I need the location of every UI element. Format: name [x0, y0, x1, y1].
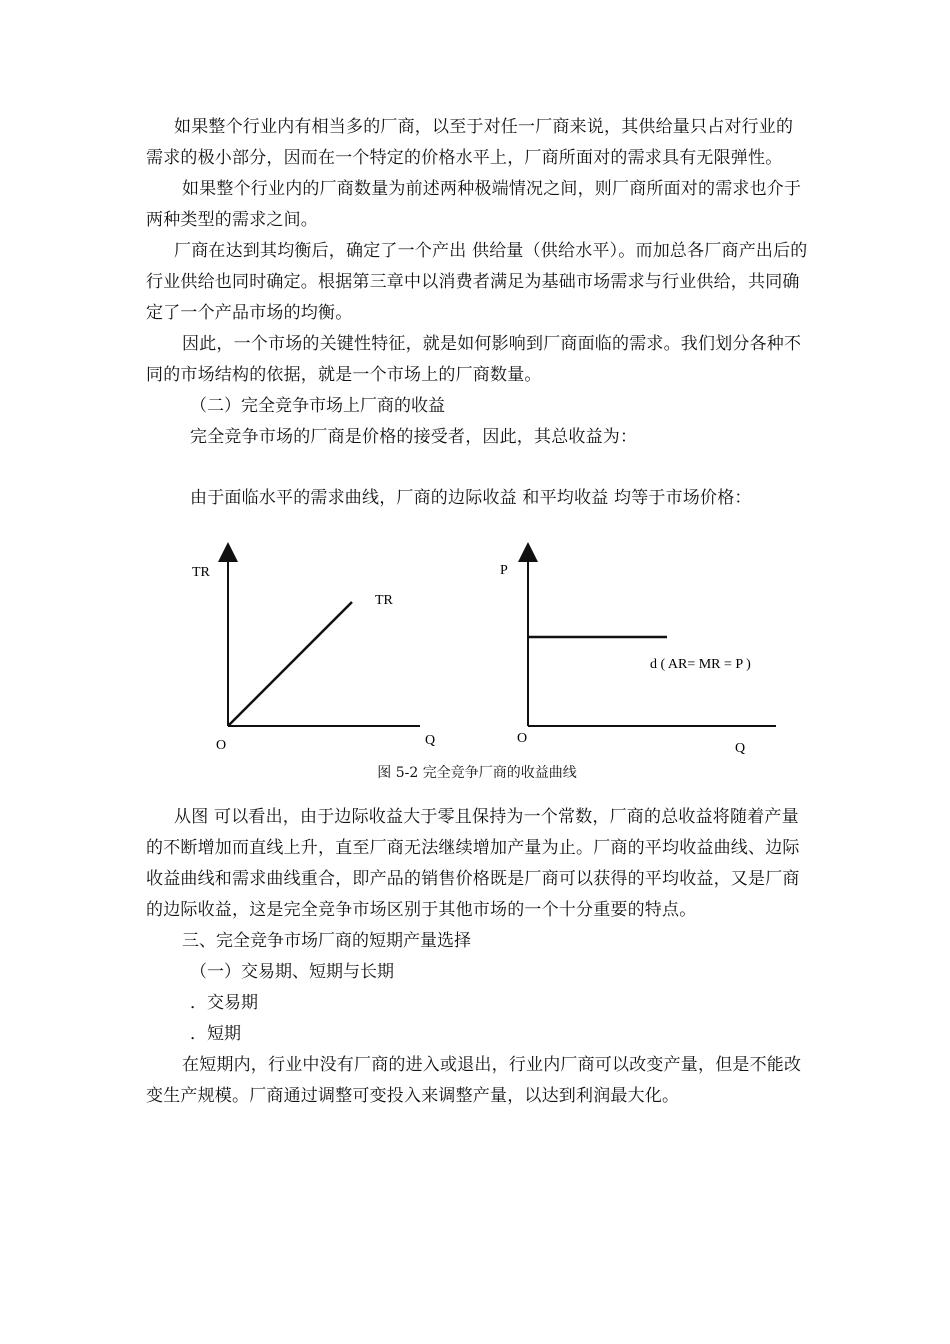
section-heading-short-run: 三、完全竞争市场厂商的短期产量选择	[182, 931, 471, 951]
tr-panel	[192, 552, 435, 753]
tr-y-axis-label: TR	[192, 565, 210, 580]
p-y-axis-label: P	[500, 563, 508, 578]
list-item-trading-period: ．交易期	[190, 993, 258, 1013]
demand-curve-label: d ( AR= MR = P )	[650, 657, 751, 672]
paragraph-short-run: 在短期内，行业中没有厂商的进入或退出，行业内厂商可以改变产量，但是不能改变生产规模。厂商通过调整可变投入来调整产量，以达到利润最大化。	[146, 1055, 802, 1106]
revenue-curves-diagram	[146, 534, 808, 754]
tr-x-axis-label: Q	[425, 733, 436, 748]
tr-origin-label: O	[216, 738, 227, 753]
revenue-curves-figure	[146, 534, 808, 804]
subheading-periods: （一）交易期、短期与长期	[190, 962, 394, 982]
formula-gap	[146, 453, 808, 483]
demand-panel	[500, 552, 776, 754]
tr-curve	[228, 602, 352, 726]
paragraph-total-revenue: 完全竞争市场的厂商是价格的接受者，因此，其总收益为：	[190, 427, 638, 447]
p-x-axis-label: Q	[735, 741, 746, 754]
paragraph-equilibrium: 厂商在达到其均衡后，确定了一个产出 供给量（供给水平）。而加总各厂商产出后的行业供给也同时确定。根据第三章中以消费者满足为基础市场需求与行业供给，共同确定了一个产品市场的均衡。	[146, 241, 808, 323]
paragraph-many-firms: 如果整个行业内有相当多的厂商，以至于对任一厂商来说，其供给量只占对行业的需求的极小部分，因而在一个特定的价格水平上，厂商所面对的需求具有无限弹性。	[146, 117, 794, 168]
tr-curve-label: TR	[375, 593, 393, 608]
paragraph-market-feature: 因此，一个市场的关键性特征，就是如何影响到厂商面临的需求。我们划分各种不同的市场结构的依据，就是一个市场上的厂商数量。	[146, 334, 802, 385]
p-origin-label: O	[517, 731, 528, 746]
paragraph-marginal-revenue: 由于面临水平的需求曲线，厂商的边际收益 和平均收益 均等于市场价格：	[190, 488, 752, 508]
figure-caption: 图 5-2 完全竞争厂商的收益曲线	[377, 765, 577, 781]
paragraph-intermediate-case: 如果整个行业内的厂商数量为前述两种极端情况之间，则厂商所面对的需求也介于两种类型的需求之间。	[146, 179, 802, 230]
subheading-revenue: （二）完全竞争市场上厂商的收益	[190, 396, 445, 416]
paragraph-figure-explanation: 从图 可以看出，由于边际收益大于零且保持为一个常数，厂商的总收益将随着产量的不断增加而直线上升，直至厂商无法继续增加产量为止。厂商的平均收益曲线、边际收益曲线和需求曲线重合，即产品的销售价格既是厂商可以获得的平均收益，又是厂商的边际收益，这是完全竞争市场区别于其他市场的一个十分重要的特点。	[146, 807, 800, 920]
list-item-short-run: ．短期	[190, 1024, 241, 1044]
document-body	[146, 112, 808, 1112]
